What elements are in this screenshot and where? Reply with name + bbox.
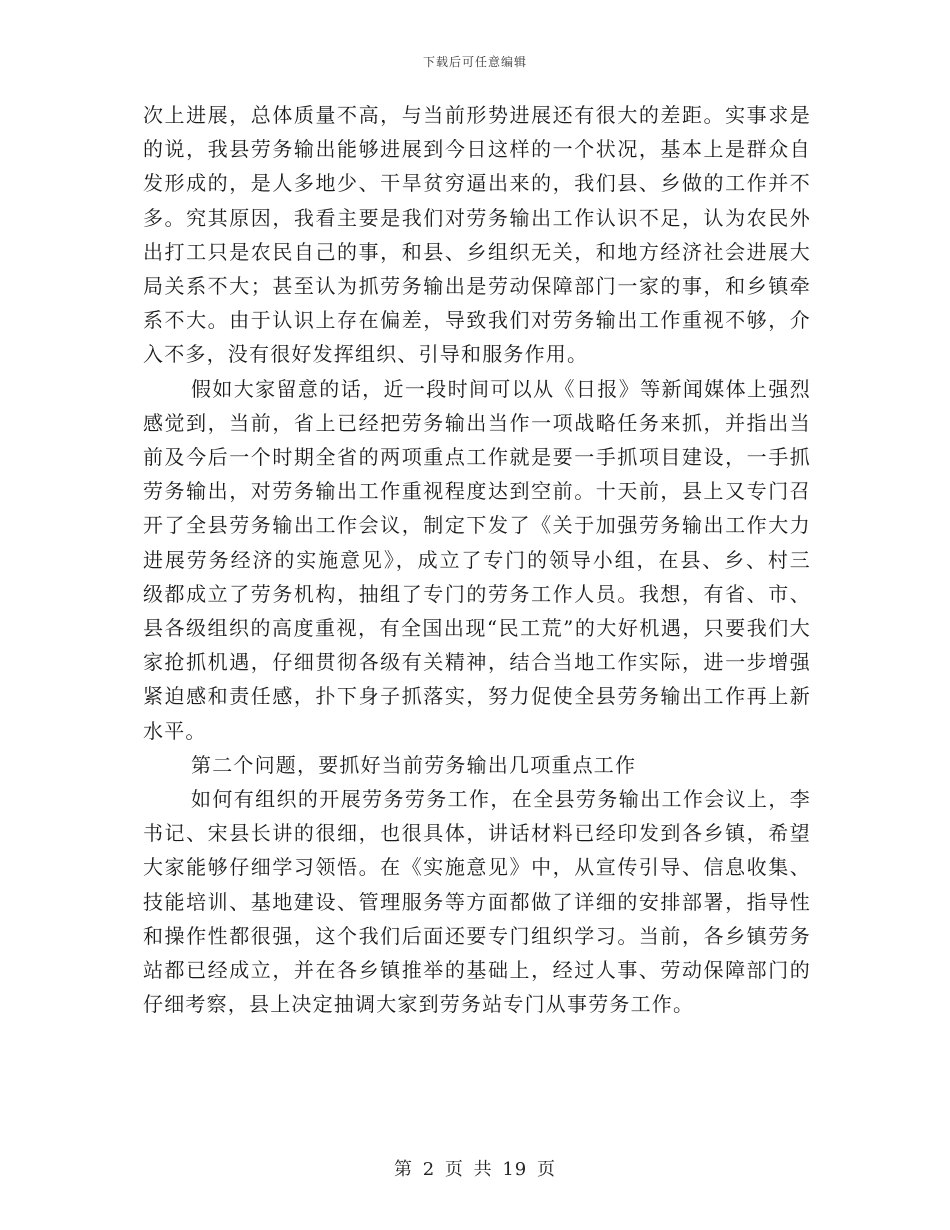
document-body: [143, 98, 811, 1021]
paragraph-continuation: 次上进展，总体质量不高，与当前形势进展还有很大的差距。实事求是的说，我县劳务输出能够进展到今日这样的一个状况，基本上是群众自发形成的，是人多地少、干旱贫穷逼出来的，我们县、乡做的工作并不多。究其原因，我看主要是我们对劳务输出工作认识不足，认为农民外出打工只是农民自己的事，和县、乡组织无关，和地方经济社会进展大局关系不大；甚至认为抓劳务输出是劳动保障部门一家的事，和乡镇牵系不大。由于认识上存在偏差，导致我们对劳务输出工作重视不够，介入不多，没有很好发挥组织、引导和服务作用。: [143, 103, 811, 367]
paragraph: 如何有组织的开展劳务劳务工作，在全县劳务输出工作会议上，李书记、宋县长讲的很细，也很具体，讲话材料已经印发到各乡镇，希望大家能够仔细学习领悟。在《实施意见》中，从宣传引导、信息收集、技能培训、基地建设、管理服务等方面都做了详细的安排部署，指导性和操作性都很强，这个我们后面还要专门组织学习。当前，各乡镇劳务站都已经成立，并在各乡镇推举的基础上，经过人事、劳动保障部门的仔细考察，县上决定抽调大家到劳务站专门从事劳务工作。: [143, 787, 811, 1017]
section-heading: 第二个问题，要抓好当前劳务输出几项重点工作: [191, 752, 637, 777]
page-number-footer: 第 2 页 共 19 页: [394, 1159, 556, 1180]
paragraph: 假如大家留意的话，近一段时间可以从《日报》等新闻媒体上强烈感觉到，当前，省上已经把劳务输出当作一项战略任务来抓，并指出当前及今后一个时期全省的两项重点工作就是要一手抓项目建设，一手抓劳务输出，对劳务输出工作重视程度达到空前。十天前，县上又专门召开了全县劳务输出工作会议，制定下发了《关于加强劳务输出工作大力进展劳务经济的实施意见》，成立了专门的领导小组，在县、乡、村三级都成立了劳务机构，抽组了专门的劳务工作人员。我想，有省、市、县各级组织的高度重视，有全国出现“民工荒”的大好机遇，只要我们大家抢抓机遇，仔细贯彻各级有关精神，结合当地工作实际，进一步增强紧迫感和责任感，扑下身子抓落实，努力促使全县劳务输出工作再上新水平。: [143, 376, 811, 743]
page-header: 下载后可任意编辑: [422, 55, 527, 69]
